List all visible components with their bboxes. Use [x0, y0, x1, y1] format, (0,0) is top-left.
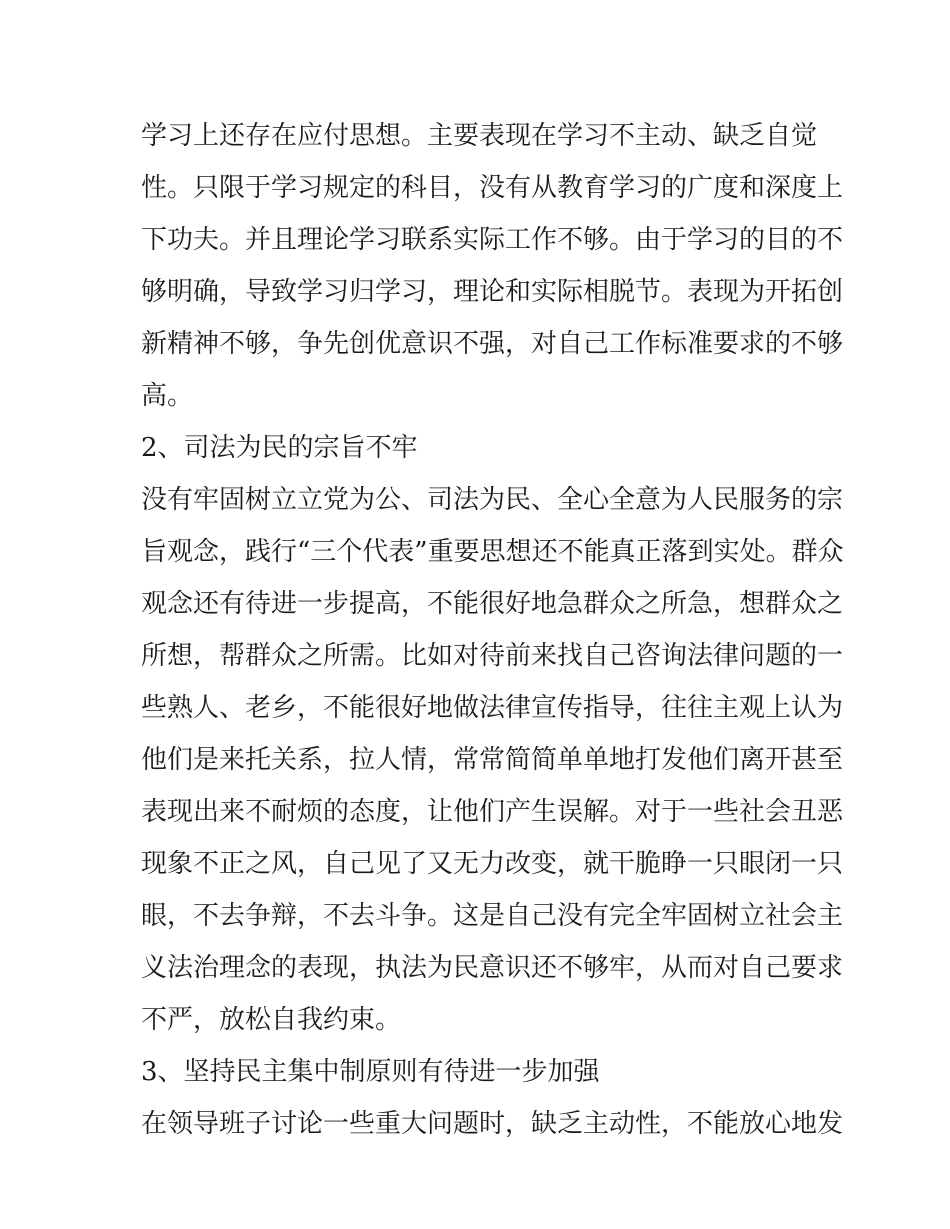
- paragraph-line: 他们是来托关系，拉人情，常常简简单单地打发他们离开甚至: [141, 745, 844, 775]
- paragraph-line: 没有牢固树立立党为公、司法为民、全心全意为人民服务的宗: [141, 485, 844, 515]
- paragraph-line: 观念还有待进一步提高，不能很好地急群众之所急，想群众之: [141, 589, 844, 619]
- paragraph-line: 在领导班子讨论一些重大问题时，缺乏主动性，不能放心地发: [141, 1109, 844, 1139]
- paragraph-line: 旨观念，践行“三个代表”重要思想还不能真正落到实处。群众: [141, 537, 844, 567]
- paragraph-line: 现象不正之风，自己见了又无力改变，就干脆睁一只眼闭一只: [141, 849, 844, 879]
- paragraph-line: 所想，帮群众之所需。比如对待前来找自己咨询法律问题的一: [141, 641, 844, 671]
- section-heading: 2、司法为民的宗旨不牢: [141, 433, 418, 463]
- paragraph-line: 不严，放松自我约束。: [141, 1005, 402, 1035]
- paragraph-line: 性。只限于学习规定的科目，没有从教育学习的广度和深度上: [141, 173, 844, 203]
- document-body: [141, 110, 844, 1150]
- paragraph-line: 义法治理念的表现，执法为民意识还不够牢，从而对自己要求: [141, 953, 844, 983]
- paragraph-line: 高。: [141, 381, 194, 411]
- paragraph-line: 些熟人、老乡，不能很好地做法律宣传指导，往往主观上认为: [141, 693, 844, 723]
- paragraph-line: 表现出来不耐烦的态度，让他们产生误解。对于一些社会丑恶: [141, 797, 844, 827]
- section-heading: 3、坚持民主集中制原则有待进一步加强: [141, 1057, 600, 1087]
- paragraph-line: 够明确，导致学习归学习，理论和实际相脱节。表现为开拓创: [141, 277, 844, 307]
- paragraph-line: 新精神不够，争先创优意识不强，对自己工作标准要求的不够: [141, 329, 844, 359]
- paragraph-line: 眼，不去争辩，不去斗争。这是自己没有完全牢固树立社会主: [141, 901, 844, 931]
- paragraph-line: 下功夫。并且理论学习联系实际工作不够。由于学习的目的不: [141, 225, 844, 255]
- paragraph-line: 学习上还存在应付思想。主要表现在学习不主动、缺乏自觉: [141, 121, 818, 151]
